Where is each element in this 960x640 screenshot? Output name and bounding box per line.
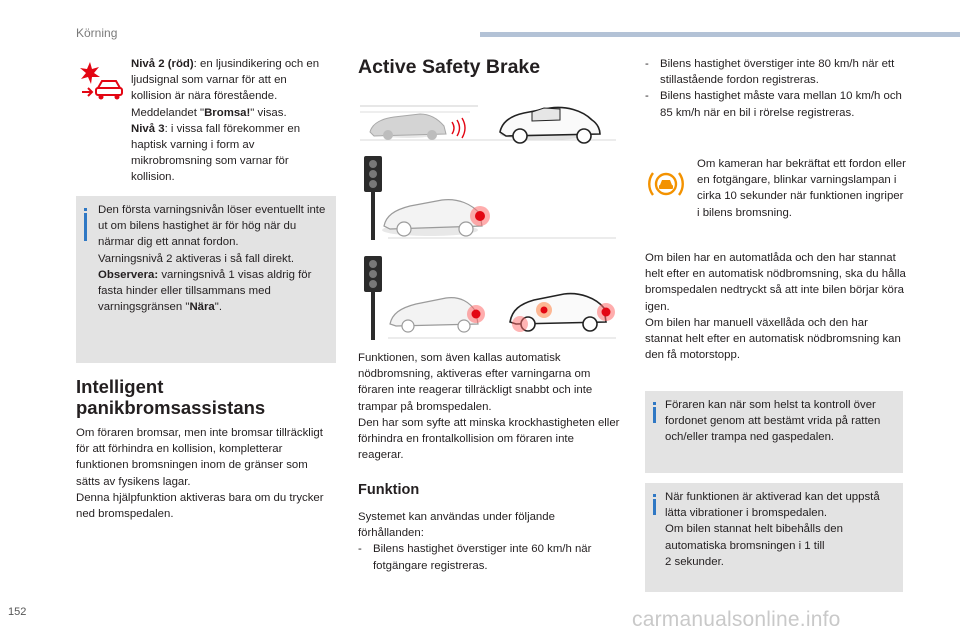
message-word: Bromsa! [204,106,251,119]
warning-levels-text [131,56,326,186]
info3-line2: Om bilen stannat helt bibehålls den automatiska bromsningen i 1 till [665,523,843,552]
illustration-braking-stage [360,254,616,349]
panic-brake-heading: Intelligent panikbromsassistans [76,376,266,418]
gearbox-text [645,250,907,363]
info2-text: Föraren kan när som helst ta kontroll över fordonet genom att bestämt vrida på ratten och/eller trampa ned gaspedalen. [665,399,881,444]
panic-brake-para2: Denna hjälpfunktion aktiveras bara om du trycker ned bromspedalen. [76,491,324,521]
condition-item-3-text: Bilens hastighet måste vara mellan 10 km/h och 85 km/h när en bil i rörelse registreras. [660,90,902,119]
illustration-car-following [360,94,616,155]
condition-item-1 [358,541,620,573]
info3-line1: När funktionen är aktiverad kan det uppstå lätta vibrationer i bromspedalen. [665,491,880,520]
level3-label: Nivå 3 [131,122,165,135]
level2-text: : en ljusindikering och en ljudsignal som varnar för att en kollision är nära förestående. [131,58,320,103]
info-icon [653,494,656,515]
header-bar [480,32,960,37]
panic-brake-para1: Om föraren bromsar, men inte bromsar tillräckligt för att förhindra en kollision, kompletterar funktionen bromsningen inom de gränser som sätts av fysikens lagar. [76,427,323,488]
section-label: Körning [76,26,118,40]
traffic-light-icon [364,156,382,240]
info1-text1: Den första varningsnivån löser eventuellt inte ut om bilens hastighet är för hög när du närmar dig ett annat fordon. [98,204,326,249]
info1-obs-end: ". [214,301,222,314]
watermark: carmanualsonline.info [632,608,841,631]
illustration-alert-stage [360,154,616,249]
message-prefix: Meddelandet " [131,106,205,119]
condition-item-2-text: Bilens hastighet överstiger inte 80 km/h när ett stillastående fordon registreras. [660,58,895,87]
manual-gearbox-para: Om bilen har manuell växellåda och den har stannat helt efter en automatisk nödbromsning kan den få motorstopp. [645,316,901,362]
info3-line3: 2 sekunder. [665,555,724,568]
info1-text2: Varningsnivå 2 aktiveras i så fall direkt. [98,252,295,265]
funktion-conditions: Systemet kan användas under följande förhållanden: [358,511,555,540]
page-number: 152 [8,606,27,618]
condition-item-3 [645,88,905,120]
level2-label: Nivå 2 (röd) [131,58,194,70]
asb-para2: Den har som syfte att minska krockhastigheten eller förhindra en frontalkollision om föraren inte reagerar. [358,416,620,462]
info-box-driver-control [645,391,903,473]
info-icon [84,208,87,241]
info-box-warning-level [76,196,336,363]
condition-dash: - [645,58,649,70]
auto-gearbox-para: Om bilen har en automatlåda och den har stannat helt efter en automatisk nödbromsning, ska du hålla bromspedalen nedtryckt så att inte bilen börjar köra igen. [645,252,906,313]
camera-text: Om kameran har bekräftat ett fordon eller en fotgängare, blinkar varningslampan i cirka 10 sekunder när funktionen ingriper i bilens bromsning. [697,158,906,219]
info-box-vibrations [645,483,903,592]
message-suffix: " visas. [250,106,287,119]
asb-heading: Active Safety Brake [358,56,541,78]
asb-para1: Funktionen, som även kallas automatisk nödbromsning, aktiveras efter varningarna om föraren inte reagerar tillräckligt snabbt och inte trampar på bromspedalen. [358,352,593,413]
level3-text: : i vissa fall förekommer en haptisk varning i form av mikrobromsning som varnar för kollision. [131,122,301,184]
funktion-heading: Funktion [358,482,420,498]
panic-brake-text [76,425,334,522]
info1-obs-text: varningsnivå 1 visas aldrig för fasta hinder eller tillsammans med varningsgränsen " [98,268,312,314]
info1-obs-label: Observera: [98,268,159,281]
condition-dash: - [358,543,362,556]
condition-item-2 [645,56,905,88]
brake-warning-icon [646,164,686,209]
conditions-continued [645,56,905,121]
info-icon [653,402,656,423]
collision-warning-icon [78,62,124,107]
condition-item-1-text: Bilens hastighet överstiger inte 60 km/h när fotgängare registreras. [373,543,592,572]
condition-dash: - [645,90,649,103]
info1-obs-word: Nära [189,301,215,314]
funktion-text [358,509,620,574]
asb-intro [358,350,620,463]
